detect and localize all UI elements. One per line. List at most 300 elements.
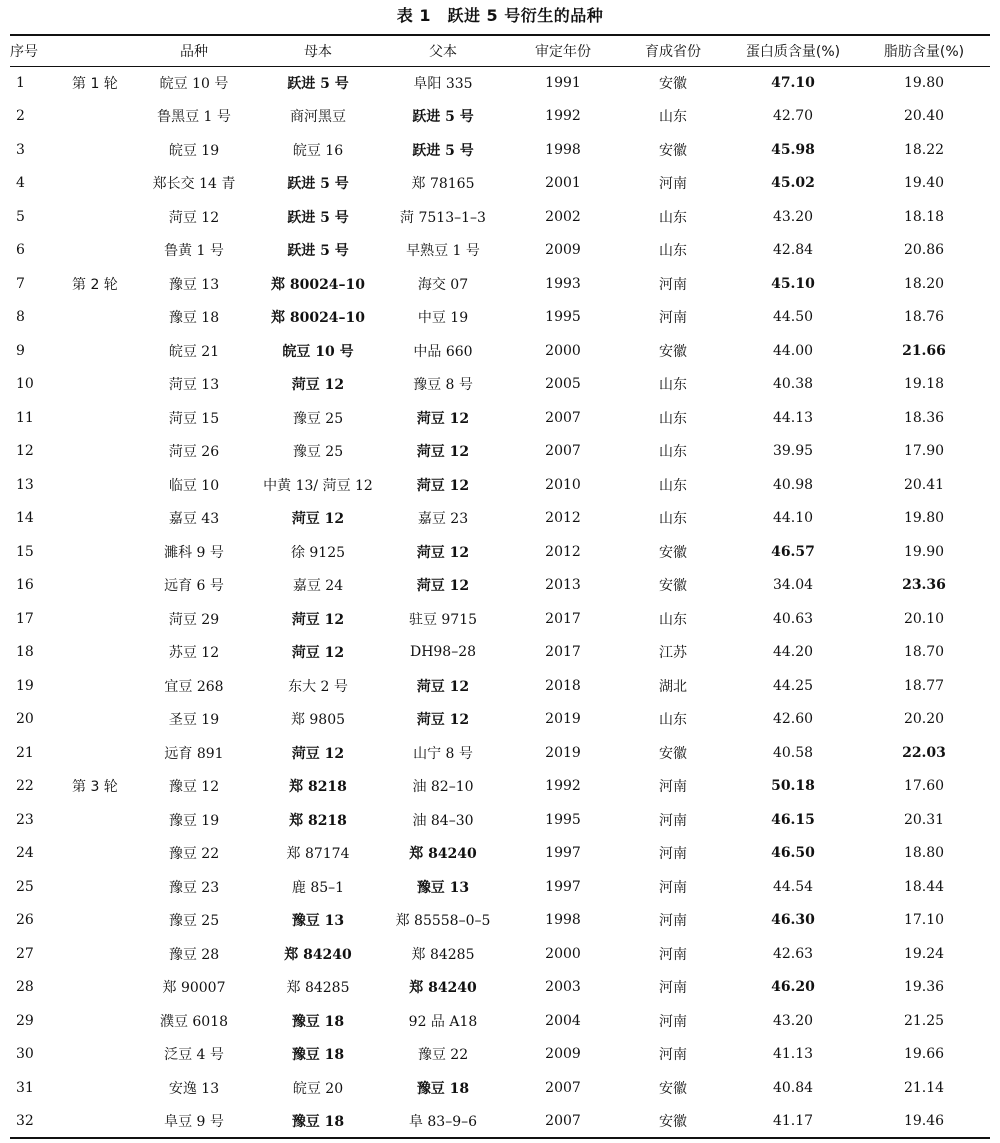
cell-father: 菏豆 12 bbox=[416, 544, 470, 561]
cell-protein: 42.60 bbox=[772, 711, 814, 728]
table-row bbox=[10, 66, 990, 100]
cell-mother: 郑 84240 bbox=[284, 946, 352, 963]
table-row bbox=[10, 736, 990, 770]
cell-no: 22 bbox=[16, 778, 34, 795]
cell-fat: 19.80 bbox=[903, 510, 945, 527]
header-variety: 品种 bbox=[180, 43, 208, 60]
cell-mother: 跃进 5 号 bbox=[287, 243, 349, 260]
cell-father: 郑 78165 bbox=[411, 176, 475, 193]
table-row bbox=[10, 636, 990, 670]
cell-no: 28 bbox=[16, 979, 34, 996]
cell-variety: 皖豆 21 bbox=[168, 343, 220, 360]
cell-no: 26 bbox=[16, 912, 34, 929]
cell-fat: 19.18 bbox=[903, 376, 945, 393]
cell-protein: 44.20 bbox=[772, 644, 814, 661]
cell-protein: 42.70 bbox=[772, 108, 814, 125]
cell-protein: 44.00 bbox=[772, 342, 814, 359]
cell-protein: 46.57 bbox=[771, 543, 815, 560]
table-row bbox=[10, 535, 990, 569]
cell-fat: 23.36 bbox=[902, 577, 946, 594]
cell-protein: 40.38 bbox=[772, 376, 814, 393]
cell-father: 海交 07 bbox=[417, 276, 469, 293]
cell-fat: 22.03 bbox=[902, 744, 946, 761]
cell-fat: 19.24 bbox=[903, 945, 945, 962]
cell-mother: 豫豆 13 bbox=[291, 913, 345, 930]
table-row bbox=[10, 334, 990, 368]
cell-round bbox=[70, 736, 130, 770]
cell-round bbox=[70, 602, 130, 636]
cell-mother: 郑 87174 bbox=[286, 846, 350, 863]
cell-fat: 20.86 bbox=[903, 242, 945, 259]
cell-no: 12 bbox=[16, 443, 34, 460]
cell-variety: 皖豆 10 号 bbox=[159, 76, 229, 92]
cell-protein: 45.98 bbox=[771, 141, 815, 158]
cell-variety: 苏豆 12 bbox=[168, 645, 220, 662]
table-row bbox=[10, 770, 990, 804]
cell-mother: 嘉豆 24 bbox=[292, 578, 344, 595]
cell-variety: 阜豆 9 号 bbox=[164, 1113, 224, 1130]
cell-no: 9 bbox=[16, 342, 25, 359]
cell-province: 山东 bbox=[659, 410, 687, 427]
cell-variety: 菏豆 29 bbox=[168, 611, 220, 628]
cell-variety: 豫豆 12 bbox=[168, 779, 220, 796]
cell-variety: 临豆 10 bbox=[168, 477, 220, 494]
cell-province: 河南 bbox=[659, 779, 687, 796]
cell-variety: 安逸 13 bbox=[168, 1080, 220, 1097]
cell-fat: 18.18 bbox=[903, 208, 945, 225]
table-row bbox=[10, 937, 990, 971]
table-row bbox=[10, 1071, 990, 1105]
header-row bbox=[10, 35, 990, 66]
cell-protein: 45.02 bbox=[771, 175, 815, 192]
cell-year: 2009 bbox=[545, 1046, 581, 1063]
cell-mother: 皖豆 10 号 bbox=[282, 343, 354, 360]
table-row bbox=[10, 602, 990, 636]
cell-variety: 菏豆 13 bbox=[168, 377, 220, 394]
cell-year: 1991 bbox=[545, 75, 581, 91]
cell-round bbox=[70, 334, 130, 368]
cell-year: 1992 bbox=[545, 108, 581, 125]
table-row bbox=[10, 870, 990, 904]
cell-variety: 豫豆 28 bbox=[168, 946, 220, 963]
table-row bbox=[10, 502, 990, 536]
table-row bbox=[10, 837, 990, 871]
cell-variety: 郑 90007 bbox=[162, 980, 226, 997]
cell-province: 河南 bbox=[659, 812, 687, 829]
cell-fat: 20.41 bbox=[903, 476, 945, 493]
cell-round bbox=[70, 535, 130, 569]
cell-variety: 泛豆 4 号 bbox=[164, 1047, 224, 1064]
cell-fat: 18.70 bbox=[903, 644, 945, 661]
cell-variety: 豫豆 23 bbox=[168, 879, 220, 896]
cell-father: 菏豆 12 bbox=[416, 410, 470, 427]
cell-variety: 皖豆 19 bbox=[168, 142, 220, 159]
cell-father: 92 品 A18 bbox=[408, 1013, 478, 1030]
cell-year: 2000 bbox=[545, 342, 581, 359]
cell-round bbox=[70, 301, 130, 335]
cell-mother: 菏豆 12 bbox=[291, 645, 345, 662]
cell-variety: 菏豆 26 bbox=[168, 444, 220, 461]
cell-variety: 豫豆 25 bbox=[168, 913, 220, 930]
cell-variety: 濉科 9 号 bbox=[164, 544, 224, 561]
cell-province: 河南 bbox=[659, 980, 687, 997]
cell-year: 2010 bbox=[545, 476, 581, 493]
table-row bbox=[10, 435, 990, 469]
cell-mother: 皖豆 20 bbox=[292, 1080, 344, 1097]
cell-year: 2009 bbox=[545, 242, 581, 259]
cell-fat: 19.46 bbox=[903, 1112, 945, 1129]
header-father: 父本 bbox=[429, 43, 457, 60]
cell-mother: 郑 80024–10 bbox=[270, 276, 366, 293]
cell-mother: 商河黑豆 bbox=[290, 109, 346, 126]
cell-year: 2005 bbox=[545, 376, 581, 393]
cell-father: 油 84–30 bbox=[412, 812, 474, 829]
header-no: 序号 bbox=[10, 43, 38, 60]
cell-province: 河南 bbox=[659, 946, 687, 963]
cell-father: DH98–28 bbox=[409, 644, 477, 661]
cell-fat: 20.10 bbox=[903, 610, 945, 627]
table-row bbox=[10, 569, 990, 603]
cell-round bbox=[70, 100, 130, 134]
cell-protein: 42.84 bbox=[772, 242, 814, 259]
cell-mother: 菏豆 12 bbox=[291, 377, 345, 394]
cell-year: 1993 bbox=[545, 275, 581, 292]
cell-mother: 菏豆 12 bbox=[291, 511, 345, 528]
cell-protein: 46.50 bbox=[771, 845, 815, 862]
header-year: 审定年份 bbox=[535, 43, 591, 60]
cell-father: 郑 84240 bbox=[409, 980, 477, 997]
cell-no: 25 bbox=[16, 878, 34, 895]
header-province: 育成省份 bbox=[645, 43, 701, 60]
table-row bbox=[10, 703, 990, 737]
cell-round bbox=[70, 502, 130, 536]
cell-variety: 濮豆 6018 bbox=[159, 1013, 229, 1030]
cell-province: 河南 bbox=[659, 276, 687, 293]
cell-fat: 18.80 bbox=[903, 845, 945, 862]
cell-fat: 19.66 bbox=[903, 1046, 945, 1063]
cell-province: 山东 bbox=[659, 109, 687, 126]
cell-no: 15 bbox=[16, 543, 34, 560]
cell-province: 山东 bbox=[659, 712, 687, 729]
cell-round bbox=[70, 401, 130, 435]
cell-round: 第 1 轮 bbox=[72, 76, 118, 92]
cell-protein: 39.95 bbox=[772, 443, 814, 460]
cell-year: 2013 bbox=[545, 577, 581, 594]
cell-father: 郑 84285 bbox=[411, 946, 475, 963]
cell-province: 安徽 bbox=[659, 76, 687, 92]
cell-no: 4 bbox=[16, 175, 25, 192]
cell-no: 31 bbox=[16, 1079, 34, 1096]
cell-father: 嘉豆 23 bbox=[417, 511, 469, 528]
cell-protein: 40.84 bbox=[772, 1079, 814, 1096]
header-mother: 母本 bbox=[304, 43, 332, 60]
cell-father: 菏豆 12 bbox=[416, 444, 470, 461]
cell-province: 安徽 bbox=[659, 1080, 687, 1097]
cell-fat: 18.77 bbox=[903, 677, 945, 694]
cell-province: 山东 bbox=[659, 377, 687, 394]
cell-year: 2012 bbox=[545, 510, 581, 527]
cell-round bbox=[70, 870, 130, 904]
cell-year: 2019 bbox=[545, 711, 581, 728]
cell-province: 安徽 bbox=[659, 1113, 687, 1130]
cell-province: 江苏 bbox=[659, 645, 687, 662]
cell-variety: 宜豆 268 bbox=[164, 678, 224, 695]
cell-protein: 40.58 bbox=[772, 744, 814, 761]
cell-father: 阜 83–9–6 bbox=[408, 1113, 478, 1130]
cell-province: 安徽 bbox=[659, 578, 687, 595]
cell-year: 2000 bbox=[545, 945, 581, 962]
cell-no: 16 bbox=[16, 577, 34, 594]
cell-mother: 跃进 5 号 bbox=[287, 76, 349, 92]
cell-year: 2004 bbox=[545, 1012, 581, 1029]
cell-variety: 嘉豆 43 bbox=[168, 511, 220, 528]
cell-province: 河南 bbox=[659, 310, 687, 327]
cell-province: 河南 bbox=[659, 913, 687, 930]
cell-variety: 远育 891 bbox=[164, 745, 224, 762]
cell-province: 安徽 bbox=[659, 142, 687, 159]
cell-father: 阜阳 335 bbox=[413, 76, 473, 92]
cell-fat: 19.90 bbox=[903, 543, 945, 560]
cell-year: 1995 bbox=[545, 811, 581, 828]
cell-year: 2003 bbox=[545, 979, 581, 996]
table-header bbox=[10, 35, 990, 66]
table-row bbox=[10, 468, 990, 502]
cell-protein: 43.20 bbox=[772, 1012, 814, 1029]
table-body bbox=[10, 66, 990, 1138]
cell-protein: 46.20 bbox=[771, 979, 815, 996]
cell-fat: 19.36 bbox=[903, 979, 945, 996]
cell-father: 中豆 19 bbox=[417, 310, 469, 327]
cell-father: 中品 660 bbox=[413, 343, 473, 360]
cell-province: 河南 bbox=[659, 846, 687, 863]
cell-protein: 47.10 bbox=[771, 75, 815, 91]
cell-variety: 菏豆 12 bbox=[168, 209, 220, 226]
cell-province: 山东 bbox=[659, 209, 687, 226]
cell-mother: 豫豆 18 bbox=[291, 1047, 345, 1064]
cell-no: 6 bbox=[16, 242, 25, 259]
cell-province: 安徽 bbox=[659, 544, 687, 561]
table-row bbox=[10, 1105, 990, 1139]
cell-province: 山东 bbox=[659, 511, 687, 528]
cell-variety: 豫豆 13 bbox=[168, 276, 220, 293]
cell-protein: 46.15 bbox=[771, 811, 815, 828]
cell-round bbox=[70, 133, 130, 167]
cell-fat: 19.40 bbox=[903, 175, 945, 192]
cell-no: 10 bbox=[16, 376, 34, 393]
cell-mother: 豫豆 18 bbox=[291, 1113, 345, 1130]
cell-fat: 17.10 bbox=[903, 912, 945, 929]
cell-protein: 34.04 bbox=[772, 577, 814, 594]
cell-mother: 郑 8218 bbox=[289, 779, 347, 796]
cell-mother: 郑 8218 bbox=[289, 812, 347, 829]
cell-round bbox=[70, 435, 130, 469]
cell-variety: 鲁黑豆 1 号 bbox=[157, 109, 231, 126]
cell-round bbox=[70, 803, 130, 837]
cell-no: 19 bbox=[16, 677, 34, 694]
cell-year: 2018 bbox=[545, 677, 581, 694]
cell-mother: 鹿 85–1 bbox=[291, 879, 345, 896]
cell-year: 2001 bbox=[545, 175, 581, 192]
cell-year: 1998 bbox=[545, 912, 581, 929]
cell-mother: 豫豆 18 bbox=[291, 1013, 345, 1030]
cell-father: 跃进 5 号 bbox=[412, 109, 474, 126]
cell-fat: 17.60 bbox=[903, 778, 945, 795]
cell-variety: 圣豆 19 bbox=[168, 712, 220, 729]
cell-fat: 17.90 bbox=[903, 443, 945, 460]
cell-protein: 44.50 bbox=[772, 309, 814, 326]
table-row bbox=[10, 234, 990, 268]
cell-round bbox=[70, 167, 130, 201]
table-row bbox=[10, 167, 990, 201]
cell-protein: 41.13 bbox=[772, 1046, 814, 1063]
varieties-table bbox=[10, 34, 990, 1139]
cell-father: 菏豆 12 bbox=[416, 477, 470, 494]
cell-no: 17 bbox=[16, 610, 34, 627]
cell-mother: 跃进 5 号 bbox=[287, 209, 349, 226]
cell-mother: 郑 80024–10 bbox=[270, 310, 366, 327]
table-row bbox=[10, 267, 990, 301]
cell-round bbox=[70, 200, 130, 234]
cell-mother: 豫豆 25 bbox=[292, 410, 344, 427]
cell-mother: 东大 2 号 bbox=[288, 678, 348, 695]
table-row bbox=[10, 971, 990, 1005]
table-row bbox=[10, 301, 990, 335]
cell-fat: 18.36 bbox=[903, 409, 945, 426]
cell-no: 21 bbox=[16, 744, 34, 761]
cell-province: 安徽 bbox=[659, 745, 687, 762]
table-row bbox=[10, 133, 990, 167]
table-title: 表 1 跃进 5 号衍生的品种 bbox=[396, 6, 604, 25]
cell-protein: 46.30 bbox=[771, 912, 815, 929]
cell-father: 豫豆 22 bbox=[417, 1047, 469, 1064]
cell-variety: 菏豆 15 bbox=[168, 410, 220, 427]
cell-no: 23 bbox=[16, 811, 34, 828]
cell-protein: 43.20 bbox=[772, 208, 814, 225]
cell-mother: 跃进 5 号 bbox=[287, 176, 349, 193]
cell-year: 2007 bbox=[545, 1112, 581, 1129]
cell-protein: 44.10 bbox=[772, 510, 814, 527]
cell-year: 2002 bbox=[545, 208, 581, 225]
cell-variety: 豫豆 22 bbox=[168, 846, 220, 863]
cell-province: 湖北 bbox=[659, 678, 687, 695]
cell-fat: 20.40 bbox=[903, 108, 945, 125]
cell-round bbox=[70, 636, 130, 670]
cell-no: 11 bbox=[16, 409, 34, 426]
cell-round bbox=[70, 1105, 130, 1139]
cell-no: 32 bbox=[16, 1112, 34, 1129]
cell-father: 郑 85558–0–5 bbox=[395, 913, 491, 930]
cell-no: 29 bbox=[16, 1012, 34, 1029]
cell-protein: 40.63 bbox=[772, 610, 814, 627]
cell-province: 山东 bbox=[659, 444, 687, 461]
cell-fat: 20.20 bbox=[903, 711, 945, 728]
cell-fat: 18.76 bbox=[903, 309, 945, 326]
cell-province: 山东 bbox=[659, 243, 687, 260]
table-row bbox=[10, 669, 990, 703]
cell-father: 菏豆 12 bbox=[416, 578, 470, 595]
cell-round: 第 2 轮 bbox=[72, 276, 118, 293]
cell-year: 1997 bbox=[545, 845, 581, 862]
cell-round bbox=[70, 837, 130, 871]
cell-round bbox=[70, 971, 130, 1005]
cell-protein: 40.98 bbox=[772, 476, 814, 493]
cell-father: 早熟豆 1 号 bbox=[406, 243, 480, 260]
cell-mother: 郑 84285 bbox=[286, 980, 350, 997]
cell-father: 山宁 8 号 bbox=[413, 745, 473, 762]
cell-province: 山东 bbox=[659, 477, 687, 494]
table-row bbox=[10, 1004, 990, 1038]
cell-mother: 中黄 13/ 菏豆 12 bbox=[263, 477, 373, 494]
cell-no: 2 bbox=[16, 108, 25, 125]
cell-variety: 豫豆 19 bbox=[168, 812, 220, 829]
cell-father: 驻豆 9715 bbox=[408, 611, 478, 628]
cell-round bbox=[70, 1071, 130, 1105]
cell-father: 郑 84240 bbox=[409, 846, 477, 863]
cell-mother: 徐 9125 bbox=[290, 544, 346, 561]
cell-protein: 50.18 bbox=[771, 778, 815, 795]
header-fat: 脂肪含量(%) bbox=[883, 43, 965, 60]
cell-no: 5 bbox=[16, 208, 25, 225]
table-row bbox=[10, 401, 990, 435]
cell-variety: 豫豆 18 bbox=[168, 310, 220, 327]
cell-mother: 皖豆 16 bbox=[292, 142, 344, 159]
cell-no: 13 bbox=[16, 476, 34, 493]
cell-year: 2019 bbox=[545, 744, 581, 761]
cell-round bbox=[70, 569, 130, 603]
cell-mother: 菏豆 12 bbox=[291, 745, 345, 762]
cell-father: 跃进 5 号 bbox=[412, 142, 474, 159]
cell-protein: 42.63 bbox=[772, 945, 814, 962]
cell-round bbox=[70, 234, 130, 268]
cell-no: 14 bbox=[16, 510, 34, 527]
cell-protein: 45.10 bbox=[771, 275, 815, 292]
cell-father: 豫豆 18 bbox=[416, 1080, 470, 1097]
cell-year: 1992 bbox=[545, 778, 581, 795]
cell-fat: 18.20 bbox=[903, 275, 945, 292]
cell-province: 河南 bbox=[659, 176, 687, 193]
cell-variety: 郑长交 14 青 bbox=[152, 176, 236, 193]
cell-province: 河南 bbox=[659, 879, 687, 896]
cell-fat: 18.22 bbox=[903, 141, 945, 158]
cell-no: 3 bbox=[16, 141, 25, 158]
cell-province: 河南 bbox=[659, 1047, 687, 1064]
cell-mother: 郑 9805 bbox=[290, 712, 346, 729]
cell-no: 8 bbox=[16, 309, 25, 326]
cell-province: 山东 bbox=[659, 611, 687, 628]
cell-year: 1998 bbox=[545, 141, 581, 158]
cell-fat: 21.14 bbox=[903, 1079, 945, 1096]
cell-round bbox=[70, 1004, 130, 1038]
cell-variety: 远育 6 号 bbox=[164, 578, 224, 595]
cell-protein: 44.25 bbox=[772, 677, 814, 694]
table-row bbox=[10, 904, 990, 938]
cell-fat: 19.80 bbox=[903, 75, 945, 91]
cell-fat: 21.25 bbox=[903, 1012, 945, 1029]
table-row bbox=[10, 200, 990, 234]
cell-no: 18 bbox=[16, 644, 34, 661]
cell-round bbox=[70, 368, 130, 402]
header-round bbox=[70, 35, 130, 66]
cell-no: 7 bbox=[16, 275, 25, 292]
cell-year: 2017 bbox=[545, 644, 581, 661]
cell-fat: 18.44 bbox=[903, 878, 945, 895]
cell-no: 20 bbox=[16, 711, 34, 728]
cell-province: 安徽 bbox=[659, 343, 687, 360]
table-row bbox=[10, 803, 990, 837]
cell-father: 菏豆 12 bbox=[416, 678, 470, 695]
cell-year: 2012 bbox=[545, 543, 581, 560]
header-protein: 蛋白质含量(%) bbox=[745, 43, 841, 60]
